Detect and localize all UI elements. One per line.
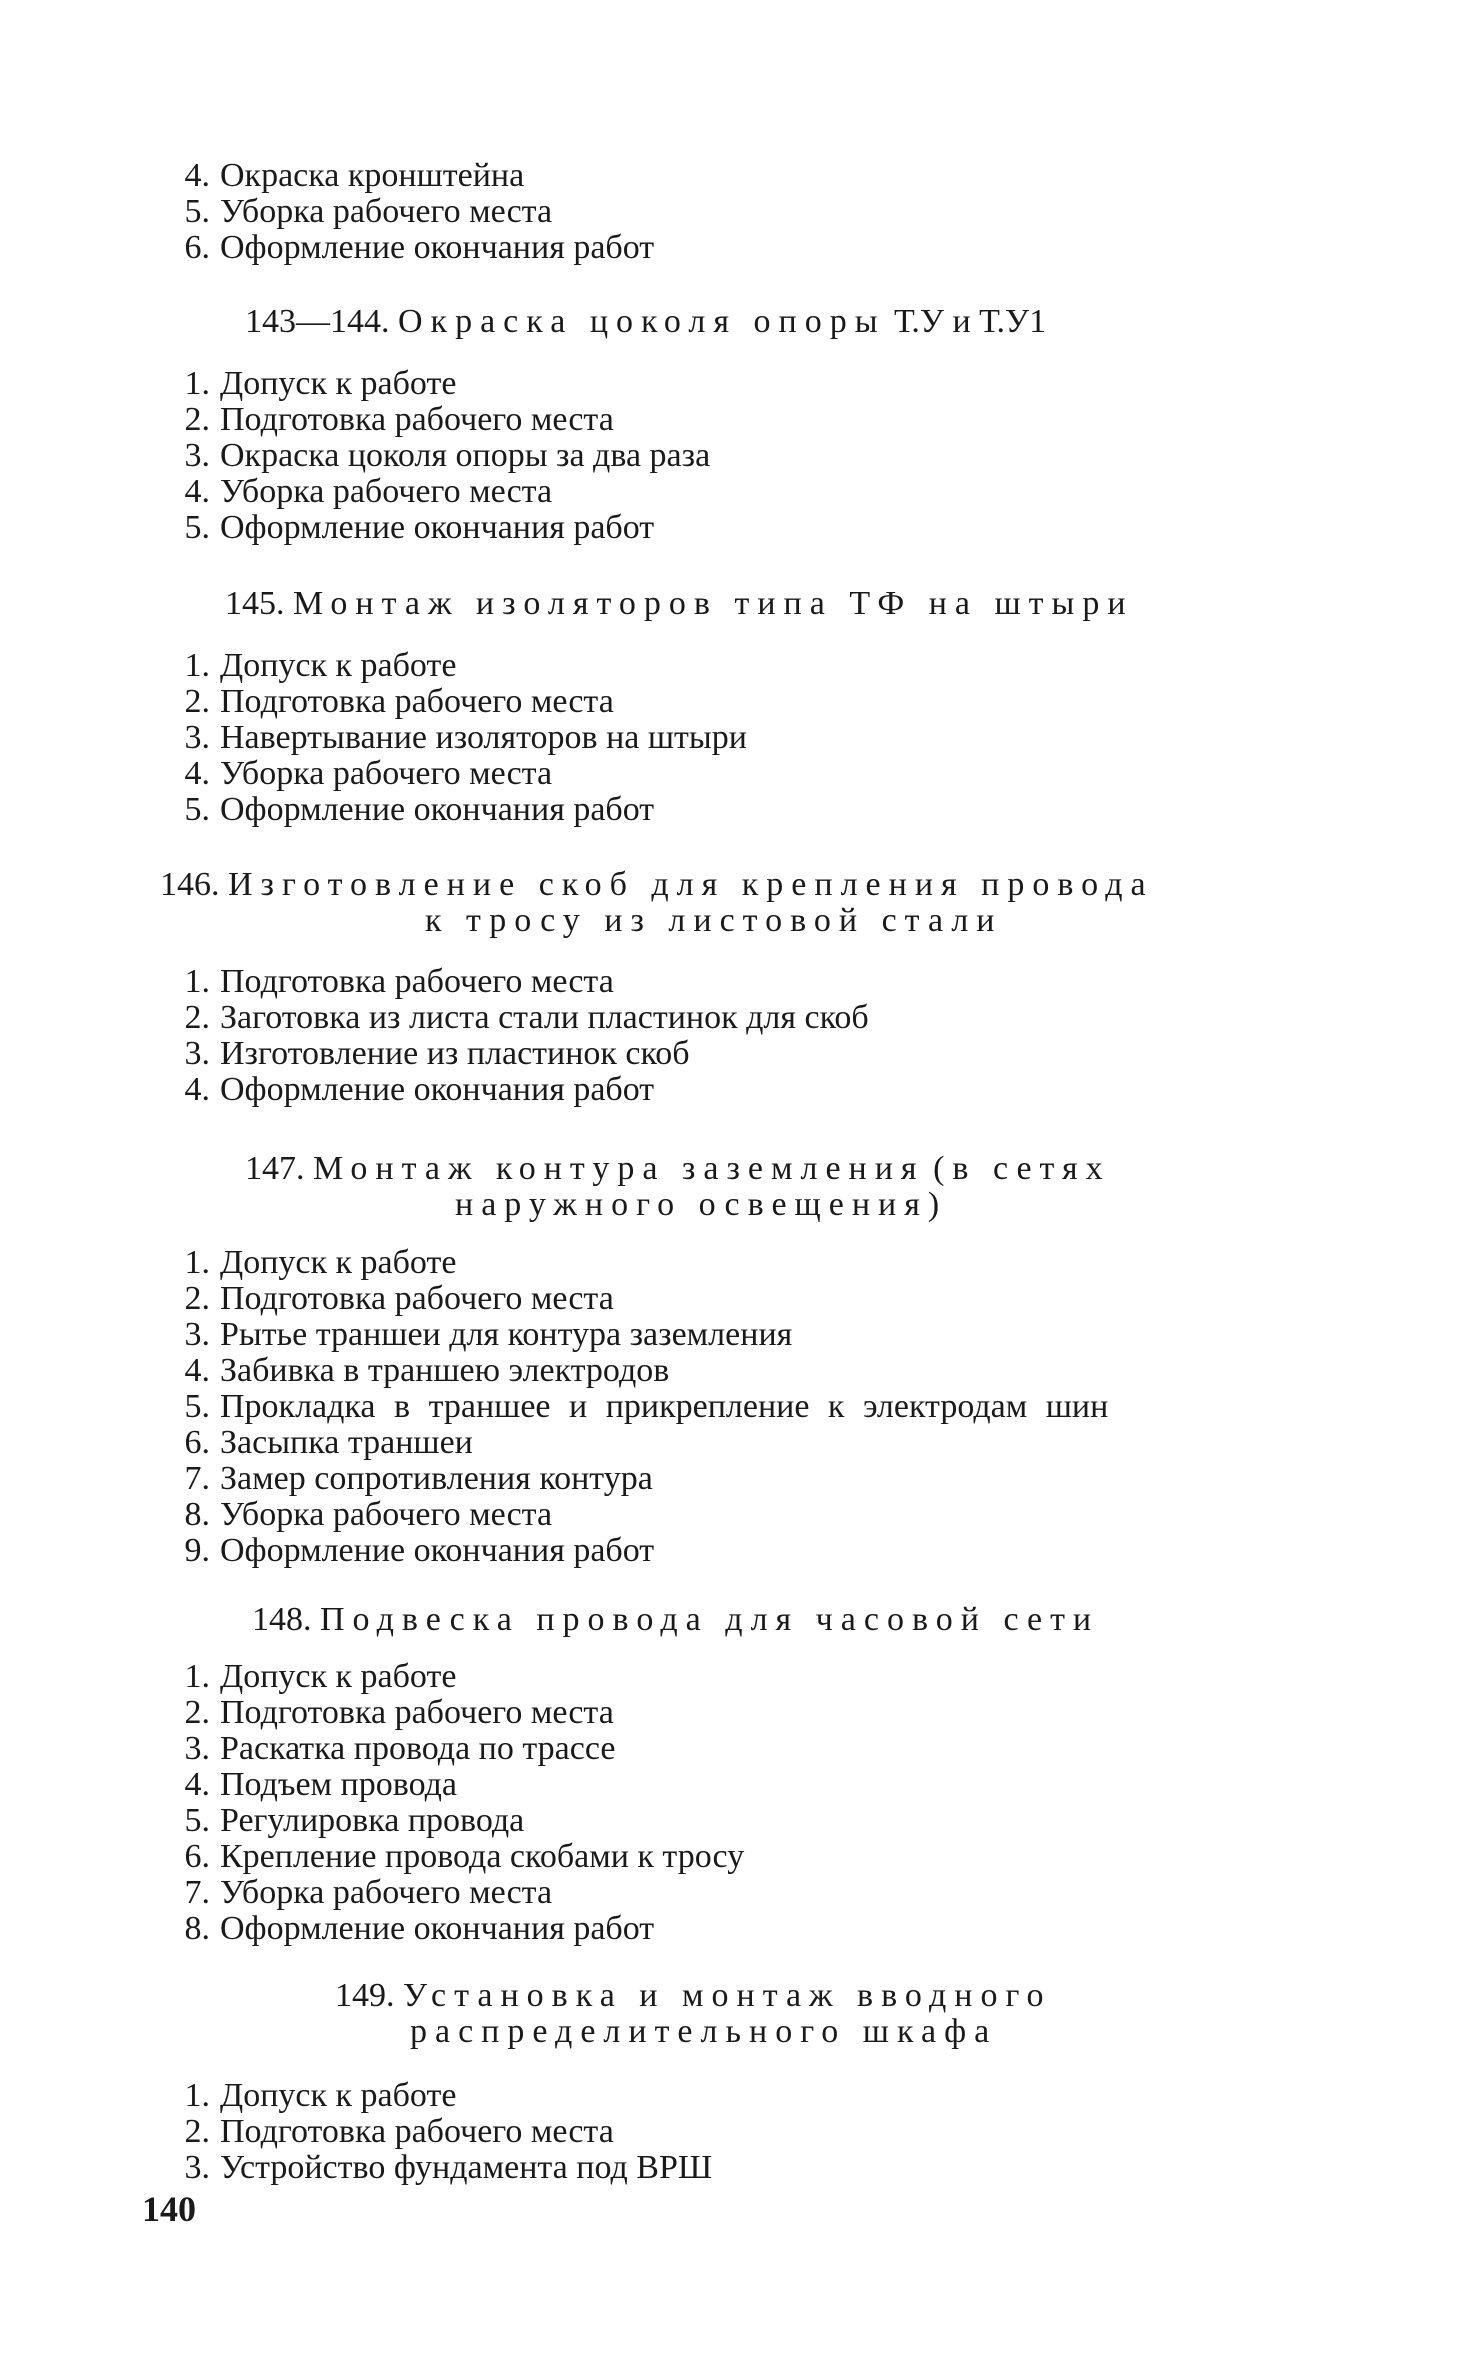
section-heading: 145. Монтаж изоляторов типа ТФ на штыри — [225, 585, 1134, 622]
list-item: 4. Уборка рабочего места — [184, 755, 553, 792]
list-item: 3. Раскатка провода по трассе — [184, 1730, 616, 1767]
list-item: 6. Оформление окончания работ — [184, 229, 655, 266]
list-item: 1. Допуск к работе — [184, 365, 457, 402]
list-item: 3. Навертывание изоляторов на штыри — [184, 719, 747, 756]
list-item: 5. Оформление окончания работ — [184, 509, 655, 546]
list-item: 1. Допуск к работе — [184, 2077, 457, 2114]
list-item: 4. Уборка рабочего места — [184, 473, 553, 510]
list-item: 7. Замер сопротивления контура — [184, 1460, 653, 1497]
list-item: 4. Подъем провода — [184, 1766, 457, 1803]
list-item: 5. Прокладка в траншее и прикрепление к электродам шин — [184, 1388, 1109, 1425]
list-item: 7. Уборка рабочего места — [184, 1874, 553, 1911]
list-item: 2. Подготовка рабочего места — [184, 1694, 614, 1731]
list-item: 2. Подготовка рабочего места — [184, 2113, 614, 2150]
list-item: 3. Рытье траншеи для контура заземления — [184, 1316, 793, 1353]
list-item: 2. Подготовка рабочего места — [184, 683, 614, 720]
section-heading: 149. Установка и монтаж вводного — [335, 1977, 1052, 2014]
list-item: 6. Засыпка траншеи — [184, 1424, 473, 1461]
list-item: 5. Оформление окончания работ — [184, 791, 655, 828]
list-item: 1. Допуск к работе — [184, 647, 457, 684]
list-item: 2. Подготовка рабочего места — [184, 1280, 614, 1317]
section-heading-line2: к тросу из листовой стали — [425, 902, 1003, 939]
list-item: 2. Подготовка рабочего места — [184, 401, 614, 438]
section-heading: 143—144. Окраска цоколя опоры Т.У и Т.У1 — [245, 303, 1047, 340]
list-item: 1. Подготовка рабочего места — [184, 963, 614, 1000]
list-item: 4. Окраска кронштейна — [184, 157, 525, 194]
list-item: 4. Оформление окончания работ — [184, 1071, 655, 1108]
list-item: 3. Устройство фундамента под ВРШ — [184, 2149, 713, 2186]
list-item: 3. Окраска цоколя опоры за два раза — [184, 437, 711, 474]
list-item: 1. Допуск к работе — [184, 1244, 457, 1281]
section-heading: 146. Изготовление скоб для крепления провода — [160, 866, 1154, 903]
list-item: 4. Забивка в траншею электродов — [184, 1352, 670, 1389]
list-item: 2. Заготовка из листа стали пластинок для скоб — [184, 999, 869, 1036]
list-item: 9. Оформление окончания работ — [184, 1532, 655, 1569]
list-item: 1. Допуск к работе — [184, 1658, 457, 1695]
list-item: 5. Регулировка провода — [184, 1802, 525, 1839]
list-item: 3. Изготовление из пластинок скоб — [184, 1035, 690, 1072]
page-number: 140 — [142, 2189, 196, 2229]
section-heading-line2: наружного освещения) — [455, 1186, 948, 1223]
list-item: 5. Уборка рабочего места — [184, 193, 553, 230]
list-item: 6. Крепление провода скобами к тросу — [184, 1838, 745, 1875]
list-item: 8. Оформление окончания работ — [184, 1910, 655, 1947]
section-heading: 147. Монтаж контура заземления (в сетях — [245, 1150, 1111, 1187]
section-heading-line2: распределительного шкафа — [410, 2013, 998, 2050]
list-item: 8. Уборка рабочего места — [184, 1496, 553, 1533]
section-heading: 148. Подвеска провода для часовой сети — [252, 1601, 1100, 1638]
